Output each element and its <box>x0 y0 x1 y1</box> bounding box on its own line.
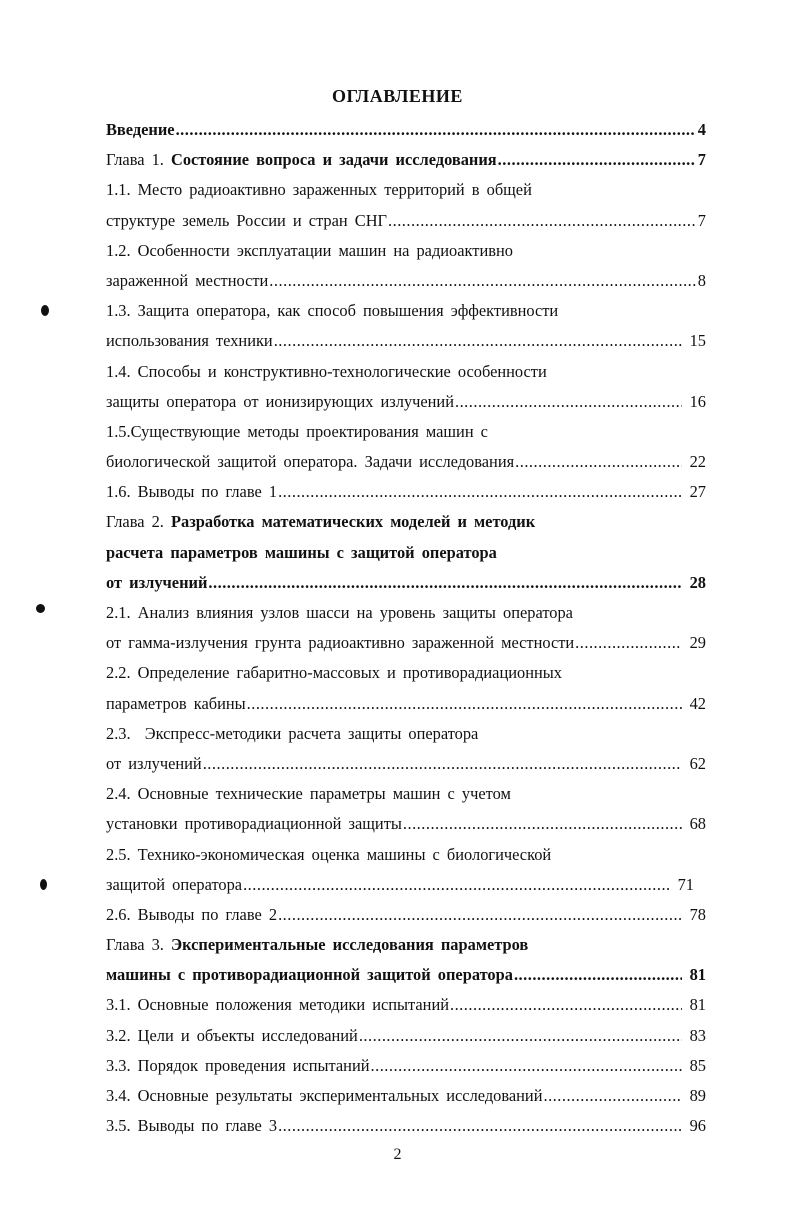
toc-entry <box>106 628 706 658</box>
chapter-title: Разработка математических моделей и методик <box>170 512 536 532</box>
page-number: 2 <box>393 1146 402 1163</box>
dot-leader <box>278 900 682 930</box>
page-title: ОГЛАВЛЕНИЕ <box>332 86 463 106</box>
chapter-title: Экспериментальные исследования параметров <box>170 935 529 955</box>
dot-leader <box>388 206 696 236</box>
toc-entry <box>106 115 706 145</box>
toc-entry-title: 2.4. Основные технические параметры машин с учетом <box>106 784 511 804</box>
toc-entry-page: 68 <box>689 814 706 834</box>
toc-entry-title: 2.6. Выводы по главе 2 <box>106 904 278 924</box>
toc-entry-page: 28 <box>689 572 706 592</box>
dot-leader <box>359 1021 682 1051</box>
toc-entry <box>106 417 706 447</box>
toc-entry-title: расчета параметров машины с защитой оператора <box>106 542 497 562</box>
dot-leader <box>176 115 696 145</box>
dot-leader <box>278 477 682 507</box>
dot-leader <box>403 809 682 839</box>
toc-entry-title: Введение <box>106 120 175 139</box>
toc-entry-title: 2.5. Технико-экономическая оценка машины с биологической <box>106 844 552 864</box>
toc-entry-title: 1.1. Место радиоактивно зараженных территорий в общей <box>106 180 532 200</box>
toc-entry <box>106 719 706 749</box>
toc-entry-title: 3.2. Цели и объекты исследований <box>106 1025 358 1045</box>
scan-mark <box>36 604 45 613</box>
toc-entry-title: структуре земель России и стран СНГ <box>106 210 388 230</box>
toc-entry <box>106 326 706 356</box>
toc-entry-title: 1.4. Способы и конструктивно-технологические особенности <box>106 361 547 381</box>
toc-entry-title: защиты оператора от ионизирующих излучений <box>106 391 454 411</box>
scan-mark <box>41 305 49 316</box>
toc-entry-title: от излучений <box>106 753 202 773</box>
toc-entry <box>106 175 706 205</box>
toc-entry-title: использования техники <box>106 331 273 351</box>
toc-entry-page: 27 <box>689 482 706 502</box>
toc-entry <box>106 840 706 870</box>
chapter-label: Глава 3. <box>106 935 171 955</box>
toc-entry <box>106 598 706 628</box>
toc-entry-page: 81 <box>689 995 706 1015</box>
dot-leader <box>269 266 696 296</box>
chapter-label: Глава 1. <box>106 150 171 170</box>
toc-entry <box>106 236 706 266</box>
toc-entry <box>106 1051 706 1081</box>
toc-entry-title <box>106 145 497 175</box>
toc-entry-title: биологической защитой оператора. Задачи исследования <box>106 452 515 472</box>
toc-entry <box>106 206 706 236</box>
toc-entry <box>106 477 706 507</box>
toc-entry <box>106 538 706 568</box>
dot-leader <box>543 1081 682 1111</box>
toc-entry <box>106 145 706 175</box>
toc-entry-page: 22 <box>689 452 706 472</box>
dot-leader <box>247 689 682 719</box>
toc-entry-title: 3.5. Выводы по главе 3 <box>106 1116 278 1136</box>
toc-entry <box>106 960 706 990</box>
toc-entry-title: 1.2. Особенности эксплуатации машин на радиоактивно <box>106 240 513 260</box>
dot-leader <box>274 326 682 356</box>
toc-entry-title: от излучений <box>106 572 208 592</box>
table-of-contents <box>106 115 706 1141</box>
toc-entry <box>106 870 706 900</box>
toc-entry-title <box>106 507 535 537</box>
toc-entry-title: 3.4. Основные результаты экспериментальных исследований <box>106 1086 543 1105</box>
dot-leader <box>514 960 682 990</box>
toc-entry <box>106 990 706 1020</box>
chapter-title: Состояние вопроса и задачи исследования <box>170 150 497 170</box>
toc-entry-title: параметров кабины <box>106 693 246 713</box>
toc-entry <box>106 1081 706 1111</box>
toc-entry-page: 4 <box>697 120 706 139</box>
toc-entry-page: 8 <box>697 270 706 290</box>
toc-entry-title: 2.3. Экспресс-методики расчета защиты оператора <box>106 723 479 743</box>
toc-entry <box>106 779 706 809</box>
toc-entry <box>106 809 706 839</box>
dot-leader <box>208 568 682 598</box>
toc-entry-title: защитой оператора <box>106 874 243 894</box>
toc-entry-page: 7 <box>697 150 706 170</box>
toc-entry-title: 1.5.Существующие методы проектирования машин с <box>106 421 488 441</box>
toc-entry-title: 3.1. Основные положения методики испытаний <box>106 995 449 1015</box>
dot-leader <box>278 1111 682 1141</box>
toc-entry-page: 96 <box>689 1116 706 1136</box>
toc-entry-page: 62 <box>689 753 706 773</box>
toc-entry-page: 42 <box>689 693 706 713</box>
toc-entry-page: 71 <box>677 874 694 894</box>
chapter-label: Глава 2. <box>106 512 171 532</box>
dot-leader <box>515 447 682 477</box>
toc-entry <box>106 507 706 537</box>
toc-entry-title: 1.3. Защита оператора, как способ повышения эффективности <box>106 301 559 321</box>
toc-entry <box>106 689 706 719</box>
toc-entry-page: 81 <box>689 965 706 985</box>
toc-entry-title: 2.1. Анализ влияния узлов шасси на уровень защиты оператора <box>106 603 573 622</box>
toc-entry <box>106 749 706 779</box>
toc-entry <box>106 568 706 598</box>
toc-entry-title: от гамма-излучения грунта радиоактивно зараженной местности <box>106 633 575 653</box>
toc-entry-page: 83 <box>689 1025 706 1045</box>
dot-leader <box>450 990 682 1020</box>
dot-leader <box>575 628 682 658</box>
toc-entry <box>106 658 706 688</box>
dot-leader <box>498 145 696 175</box>
toc-entry-page: 15 <box>689 331 706 351</box>
dot-leader <box>455 387 682 417</box>
toc-entry-title: машины с противорадиационной защитой оператора <box>106 965 513 985</box>
toc-entry-page: 85 <box>689 1055 706 1075</box>
toc-entry <box>106 266 706 296</box>
toc-entry <box>106 296 706 326</box>
toc-entry-title: 1.6. Выводы по главе 1 <box>106 482 278 502</box>
toc-entry-page: 29 <box>689 633 706 653</box>
toc-entry-title: зараженной местности <box>106 270 269 290</box>
scan-mark <box>40 879 47 890</box>
toc-entry-page: 7 <box>697 210 706 230</box>
toc-entry-page: 89 <box>689 1086 706 1105</box>
toc-entry <box>106 930 706 960</box>
dot-leader <box>243 870 670 900</box>
toc-entry <box>106 357 706 387</box>
toc-entry <box>106 900 706 930</box>
toc-entry <box>106 447 706 477</box>
dot-leader <box>203 749 682 779</box>
toc-entry-title <box>106 930 528 960</box>
toc-entry-title: 3.3. Порядок проведения испытаний <box>106 1055 370 1075</box>
toc-entry <box>106 1021 706 1051</box>
toc-entry-page: 78 <box>689 904 706 924</box>
toc-entry-title: 2.2. Определение габаритно-массовых и противорадиационных <box>106 663 562 683</box>
toc-entry-page: 16 <box>689 391 706 411</box>
dot-leader <box>371 1051 683 1081</box>
toc-entry-title: установки противорадиационной защиты <box>106 814 402 834</box>
toc-entry <box>106 387 706 417</box>
toc-entry <box>106 1111 706 1141</box>
